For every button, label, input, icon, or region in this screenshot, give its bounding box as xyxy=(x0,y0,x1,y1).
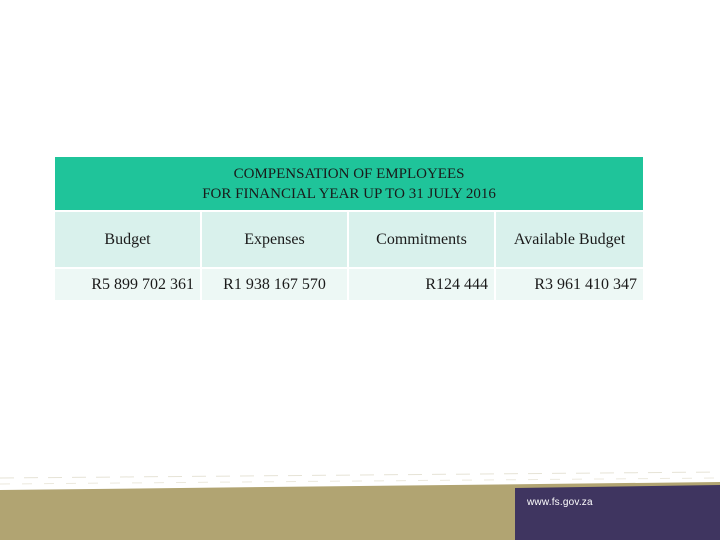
footer-dark-panel xyxy=(515,485,720,540)
website-url[interactable]: www.fs.gov.za xyxy=(527,497,593,508)
header-budget: Budget xyxy=(55,212,202,269)
compensation-table xyxy=(55,157,643,300)
table-title-line-1: COMPENSATION OF EMPLOYEES xyxy=(233,165,465,182)
footer-dash-line-2 xyxy=(0,478,720,484)
value-expenses: R1 938 167 570 xyxy=(202,269,349,300)
value-budget: R5 899 702 361 xyxy=(55,269,202,300)
table-title-cell xyxy=(55,157,643,212)
table-header-row xyxy=(55,212,643,269)
compensation-table-container xyxy=(55,157,643,300)
table-row xyxy=(55,269,643,300)
header-available-budget: Available Budget xyxy=(496,212,643,269)
footer-band xyxy=(0,460,720,540)
footer-dash-line-1 xyxy=(0,472,720,478)
table-title-row xyxy=(55,157,643,212)
value-commitments: R124 444 xyxy=(349,269,496,300)
value-available-budget: R3 961 410 347 xyxy=(496,269,643,300)
header-commitments: Commitments xyxy=(349,212,496,269)
header-expenses: Expenses xyxy=(202,212,349,269)
table-title-line-2: FOR FINANCIAL YEAR UP TO 31 JULY 2016 xyxy=(202,185,496,202)
